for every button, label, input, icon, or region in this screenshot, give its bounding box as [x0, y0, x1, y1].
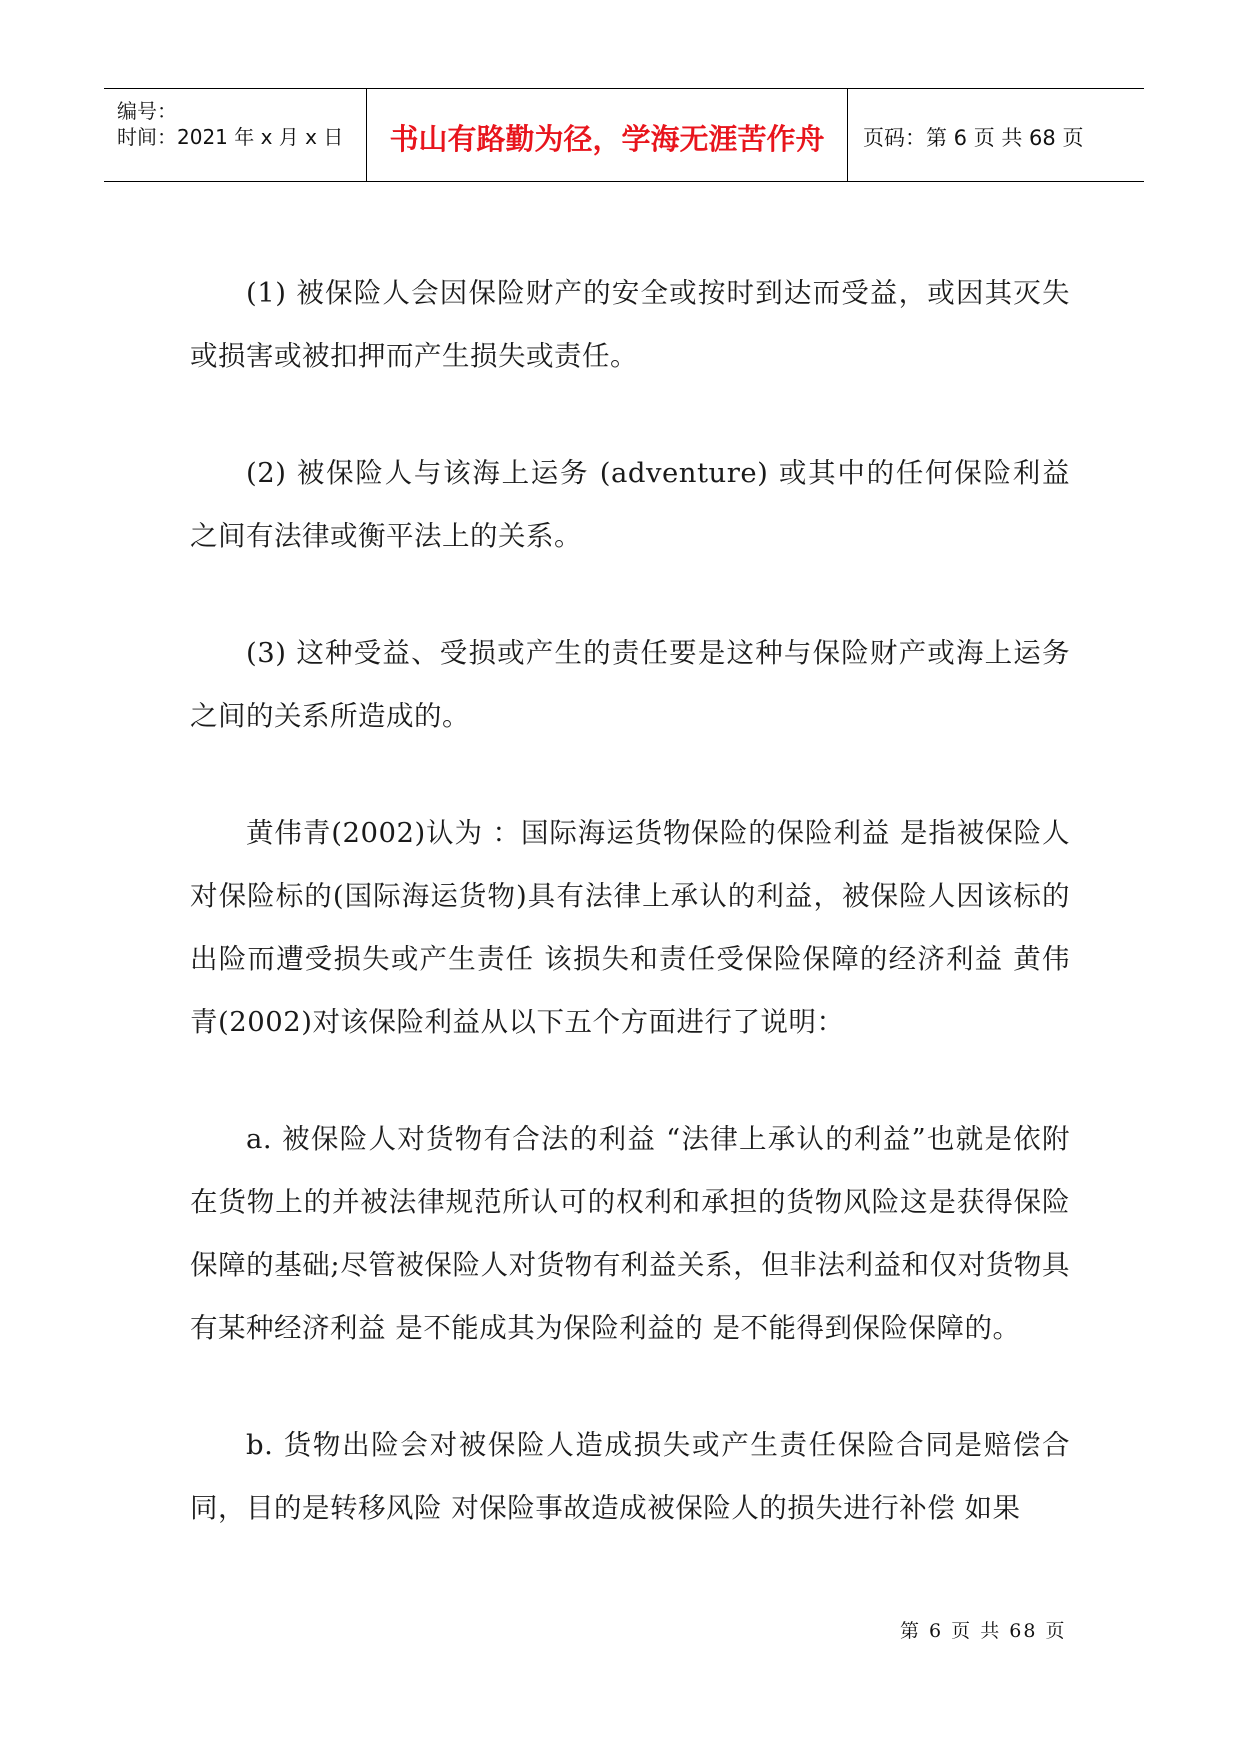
time-label: 时间：2021 年 x 月 x 日: [117, 125, 344, 149]
paragraph-2: (2) 被保险人与该海上运务 (adventure) 或其中的任何保险利益之间有法律或衡平法上的关系。: [190, 457, 1070, 552]
header-page-info: 页码：第 6 页 共 68 页: [863, 126, 1084, 150]
paragraph-4: 黄伟青(2002)认为 ：国际海运货物保险的保险利益 是指被保险人对保险标的(国际海运货物)具有法律上承认的利益，被保险人因该标的出险而遭受损失或产生责任 该损失和责任受保险保障的经济利益 黄伟青(2002)对该保险利益从以下五个方面进行了说明：: [190, 817, 1070, 1038]
document-header: [104, 88, 1144, 182]
paragraph-3: (3) 这种受益、受损或产生的责任要是这种与保险财产或海上运务之间的关系所造成的。: [190, 637, 1070, 732]
document-body: [190, 262, 1070, 1540]
page-footer: 第 6 页 共 68 页: [900, 1620, 1067, 1642]
header-page-cell: [849, 89, 1144, 181]
number-label: 编号：: [117, 99, 177, 123]
paragraph-1: (1) 被保险人会因保险财产的安全或按时到达而受益，或因其灭失或损害或被扣押而产生损失或责任。: [190, 277, 1070, 372]
header-motto-cell: [367, 89, 848, 181]
paragraph-a: a. 被保险人对货物有合法的利益 “法律上承认的利益”也就是依附在货物上的并被法律规范所认可的权利和承担的货物风险这是获得保险保障的基础;尽管被保险人对货物有利益关系，但非法利益和仅对货物具有某种经济利益 是不能成其为保险利益的 是不能得到保险保障的。: [190, 1123, 1070, 1344]
paragraph-b: b. 货物出险会对被保险人造成损失或产生责任保险合同是赔偿合同，目的是转移风险 对保险事故造成被保险人的损失进行补偿 如果: [190, 1429, 1070, 1524]
header-meta-cell: [104, 89, 367, 181]
header-motto: 书山有路勤为径，学海无涯苦作舟: [389, 122, 825, 156]
